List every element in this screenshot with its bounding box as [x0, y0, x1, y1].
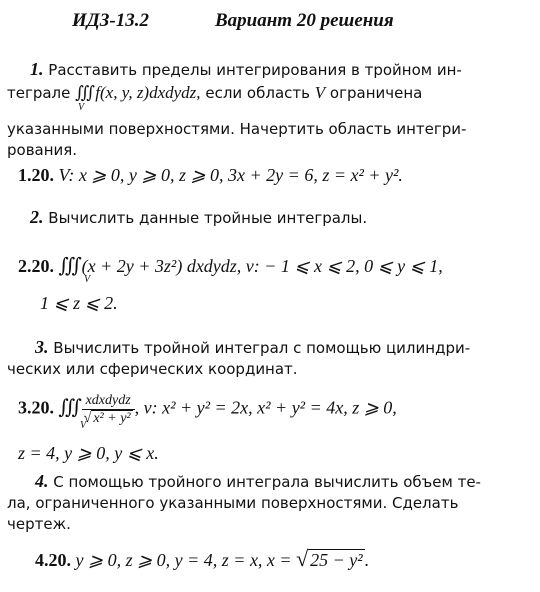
problem-2-20-integral-sub: V: [84, 274, 91, 285]
task4-number: 4.: [35, 471, 49, 491]
problem-1-20: [18, 162, 403, 188]
problem-4-20-end: .: [364, 550, 370, 570]
task1-text-2b: если область: [205, 84, 310, 102]
fraction-denominator: √ x² + y²: [83, 411, 131, 426]
task4-text-1: С помощью тройного интеграла вычислить объем те-: [53, 473, 481, 491]
sqrt-icon: √: [296, 546, 309, 571]
problem-2-20: [18, 253, 443, 279]
task3-line1: [35, 336, 470, 359]
problem-1-20-label: 1.20.: [18, 165, 54, 185]
problem-4-20: [35, 546, 369, 573]
task3-line2: ческих или сферических координат.: [7, 360, 298, 378]
problem-4-20-label: 4.20.: [35, 550, 71, 570]
task2-number: 2.: [30, 207, 44, 227]
task1-text-2c: ограничена: [329, 84, 423, 102]
triple-integral-symbol: ∭: [58, 396, 78, 419]
task1-integral-sub: V: [78, 102, 85, 113]
task3-text-1: Вычислить тройной интеграл с помощью цилиндри-: [53, 339, 471, 357]
problem-3-20-text: , v: x² + y² = 2x, x² + y² = 4x, z ⩾ 0,: [134, 397, 397, 418]
task1-line4: рования.: [7, 141, 78, 159]
assignment-code: ИДЗ-13.2: [72, 10, 150, 31]
task1-region: V: [314, 83, 326, 102]
task1-line3: указанными поверхностями. Начертить область интегри-: [7, 120, 467, 138]
task3-number: 3.: [35, 337, 49, 357]
sqrt-argument: x² + y²: [93, 411, 131, 426]
task1-text-1: Расставить пределы интегрирования в тройном ин-: [48, 61, 462, 79]
task4-line3: чертеж.: [7, 515, 71, 533]
variant-title: Вариант 20 решения: [215, 10, 394, 31]
problem-1-20-text: V: x ⩾ 0, y ⩾ 0, z ⩾ 0, 3x + 2y = 6, z = x² + y².: [58, 165, 403, 185]
problem-4-20-sqrt-arg: 25 − y²: [310, 550, 363, 570]
problem-3-20-fraction: [82, 392, 135, 427]
problem-3-20-label: 3.20.: [18, 397, 54, 418]
problem-3-20-integral-sub: V: [80, 420, 87, 431]
task4-line2: ла, ограниченного указанными поверхностями. Сделать: [7, 494, 459, 512]
problem-2-20-text: (x + 2y + 3z²) dxdydz, v: − 1 ⩽ x ⩽ 2, 0 ⩽ y ⩽ 1,: [81, 256, 443, 276]
problem-2-20-line2: 1 ⩽ z ⩽ 2.: [40, 293, 118, 313]
task1-line1: [30, 58, 462, 81]
triple-integral-symbol: ∭: [75, 83, 96, 103]
task4-line1: [35, 470, 481, 493]
task2-line: [30, 206, 367, 229]
task1-number: 1.: [30, 59, 44, 79]
task1-line2: [7, 82, 422, 104]
problem-3-20: [18, 392, 397, 427]
problem-3-20-line2: z = 4, y ⩾ 0, y ⩽ x.: [18, 443, 159, 463]
task1-integrand: f(x, y, z)dxdydz,: [95, 83, 201, 102]
fraction-numerator: xdxdydz: [82, 392, 135, 410]
triple-integral-symbol: ∭: [58, 255, 78, 277]
problem-4-20-text: y ⩾ 0, z ⩾ 0, y = 4, z = x, x =: [75, 550, 297, 570]
task2-text: Вычислить данные тройные интегралы.: [48, 209, 368, 227]
task1-text-2a: теграле: [7, 84, 71, 102]
problem-2-20-label: 2.20.: [18, 256, 54, 276]
